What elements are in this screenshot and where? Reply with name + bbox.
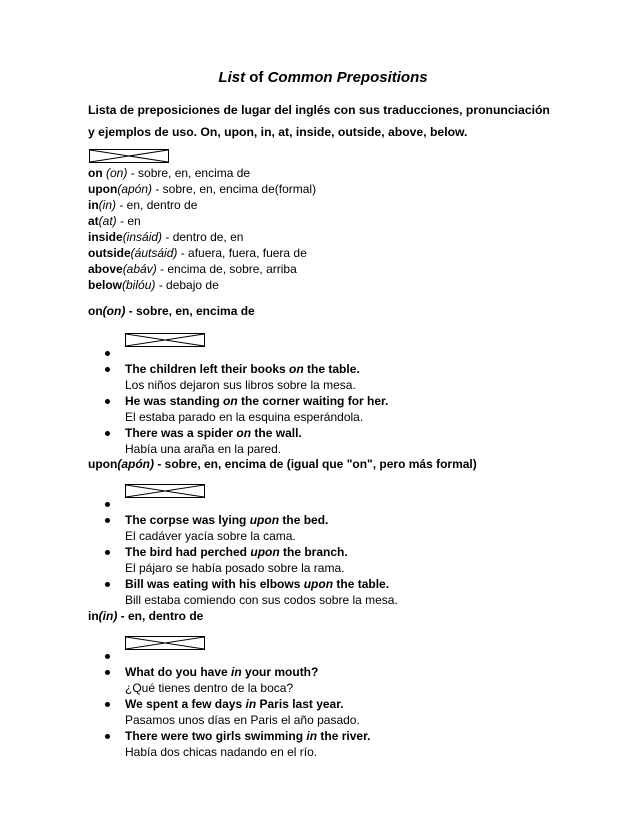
list-item: Bill was eating with his elbows upon the table. Bill estaba comiendo con sus codos sobre la mesa. <box>88 576 558 608</box>
list-item: The corpse was lying upon the bed. El cadáver yacía sobre la cama. <box>88 512 558 544</box>
section-list-upon <box>88 496 558 608</box>
list-item: The bird had perched upon the branch. El pájaro se había posado sobre la rama. <box>88 544 558 576</box>
section-heading-on: on(on) - sobre, en, encima de <box>88 304 255 318</box>
list-item: What do you have in your mouth? ¿Qué tienes dentro de la boca? <box>88 664 558 696</box>
section-heading-upon: upon(apón) - sobre, en, encima de (igual que "on", pero más formal) <box>88 457 477 471</box>
vocab-row-outside: outside(áutsáid) - afuera, fuera, fuera de <box>88 246 307 260</box>
section-list-on <box>88 345 558 457</box>
vocab-row-in: in(in) - en, dentro de <box>88 198 198 212</box>
vocab-row-above: above(abáv) - encima de, sobre, arriba <box>88 262 297 276</box>
list-item-image <box>88 496 558 512</box>
vocab-row-at: at(at) - en <box>88 214 141 228</box>
vocab-row-below: below(bilóu) - debajo de <box>88 278 219 292</box>
list-item: The children left their books on the table. Los niños dejaron sus libros sobre la mesa. <box>88 361 558 393</box>
list-item: We spent a few days in Paris last year. Pasamos unos días en Paris el año pasado. <box>88 696 558 728</box>
vocab-row-inside: inside(insáid) - dentro de, en <box>88 230 244 244</box>
title-italic-rest: Common Prepositions <box>267 69 428 86</box>
section-list-in <box>88 648 558 760</box>
title-italic-list: List <box>218 69 246 86</box>
list-item: There were two girls swimming in the river. Había dos chicas nadando en el río. <box>88 728 558 760</box>
section-heading-in: in(in) - en, dentro de <box>88 609 204 623</box>
vocab-list <box>88 165 316 293</box>
broken-image-placeholder <box>125 333 205 347</box>
list-item: He was standing on the corner waiting for her. El estaba parado en la esquina esperándola. <box>88 393 558 425</box>
broken-image-placeholder <box>125 484 205 498</box>
intro-paragraph: Lista de preposiciones de lugar del inglés con sus traducciones, pronunciación y ejemplos de uso. On, upon, in, at, inside, outside, above, below. <box>88 103 550 139</box>
broken-image-placeholder <box>125 636 205 650</box>
vocab-row-upon: upon(apón) - sobre, en, encima de(formal) <box>88 182 317 196</box>
list-item-image <box>88 648 558 664</box>
broken-image-placeholder <box>89 149 169 163</box>
list-item: There was a spider on the wall. Había una araña en la pared. <box>88 425 558 457</box>
page-title <box>88 68 558 88</box>
title-of: of <box>245 69 268 86</box>
list-item-image <box>88 345 558 361</box>
vocab-row-on: on (on) - sobre, en, encima de <box>88 166 251 180</box>
